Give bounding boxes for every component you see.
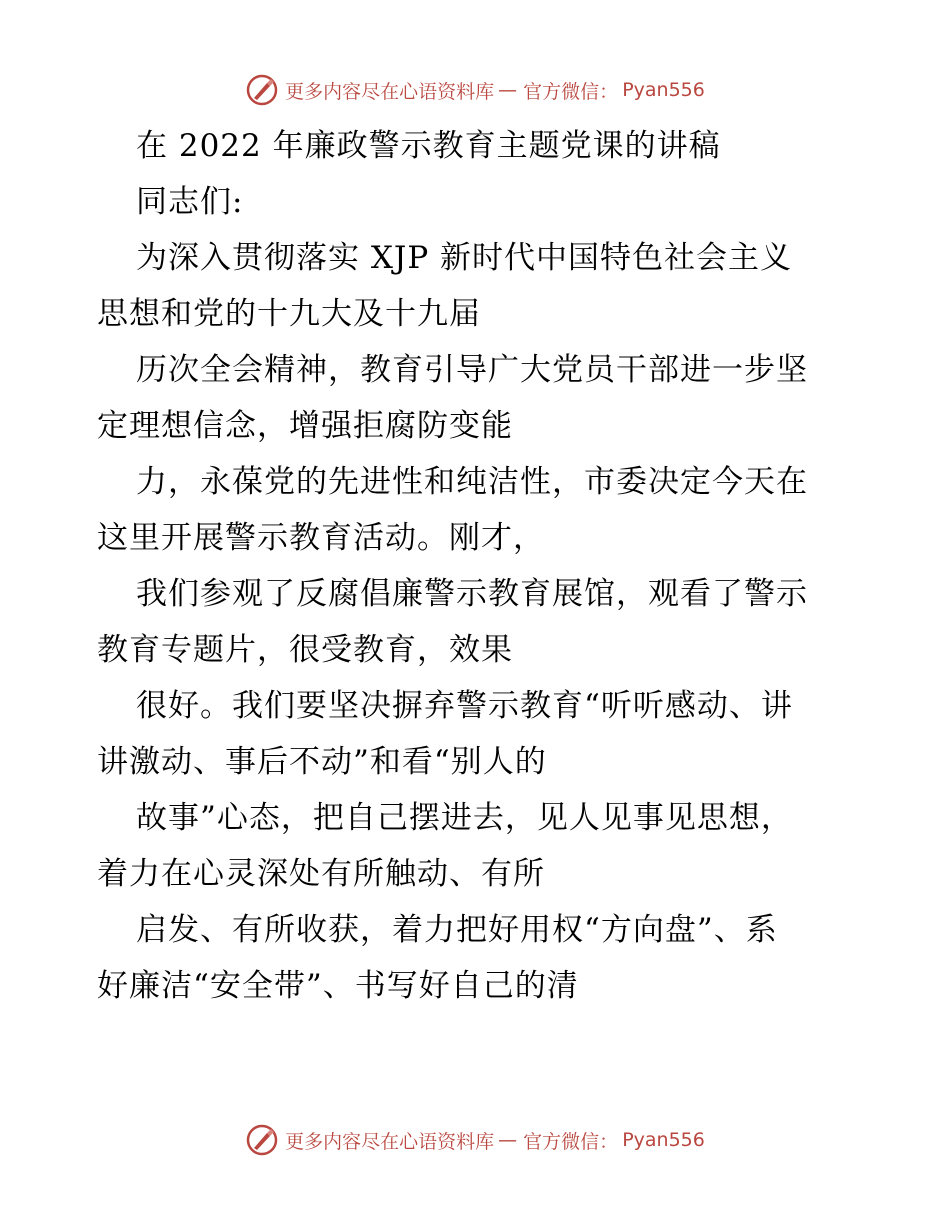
text-line: 为深入贯彻落实 XJP 新时代中国特色社会主义 <box>136 240 793 276</box>
wechat-id: Pyan556 <box>622 1129 705 1151</box>
document-body <box>97 118 857 1014</box>
text-line: 教育专题片，很受教育，效果 <box>97 632 513 668</box>
text-line: 力，永葆党的先进性和纯洁性，市委决定今天在 <box>136 464 808 500</box>
logo-icon <box>245 73 279 107</box>
salutation: 同志们: <box>136 184 244 220</box>
text-line: 故事”心态，把自己摆进去，见人见事见思想， <box>136 800 793 836</box>
text-line: 好廉洁“安全带”、书写好自己的清 <box>97 968 579 1004</box>
text-line: 启发、有所收获，着力把好用权“方向盘”、系 <box>136 912 778 948</box>
logo-icon <box>245 1123 279 1157</box>
text-line: 着力在心灵深处有所触动、有所 <box>97 856 545 892</box>
watermark-text: 更多内容尽在心语资料库 <box>285 80 495 103</box>
wechat-id: Pyan556 <box>622 79 705 101</box>
text-line: 讲激动、事后不动”和看“别人的 <box>97 744 547 780</box>
header-watermark <box>0 70 950 110</box>
footer-watermark <box>0 1120 950 1160</box>
text-line: 我们参观了反腐倡廉警示教育展馆，观看了警示 <box>136 576 808 612</box>
text-line: 很好。我们要坚决摒弃警示教育“听听感动、讲 <box>136 688 793 724</box>
watermark-separator: — <box>498 79 518 101</box>
text-line: 这里开展警示教育活动。刚才， <box>97 520 545 556</box>
wechat-label: 官方微信： <box>523 1130 619 1153</box>
text-line: 定理想信念，增强拒腐防变能 <box>97 408 513 444</box>
text-line: 历次全会精神，教育引导广大党员干部进一步坚 <box>136 352 808 388</box>
wechat-label: 官方微信： <box>523 80 619 103</box>
text-line: 思想和党的十九大及十九届 <box>97 296 481 332</box>
document-title: 在 2022 年廉政警示教育主题党课的讲稿 <box>136 128 721 164</box>
watermark-text: 更多内容尽在心语资料库 <box>285 1130 495 1153</box>
watermark-separator: — <box>498 1129 518 1151</box>
